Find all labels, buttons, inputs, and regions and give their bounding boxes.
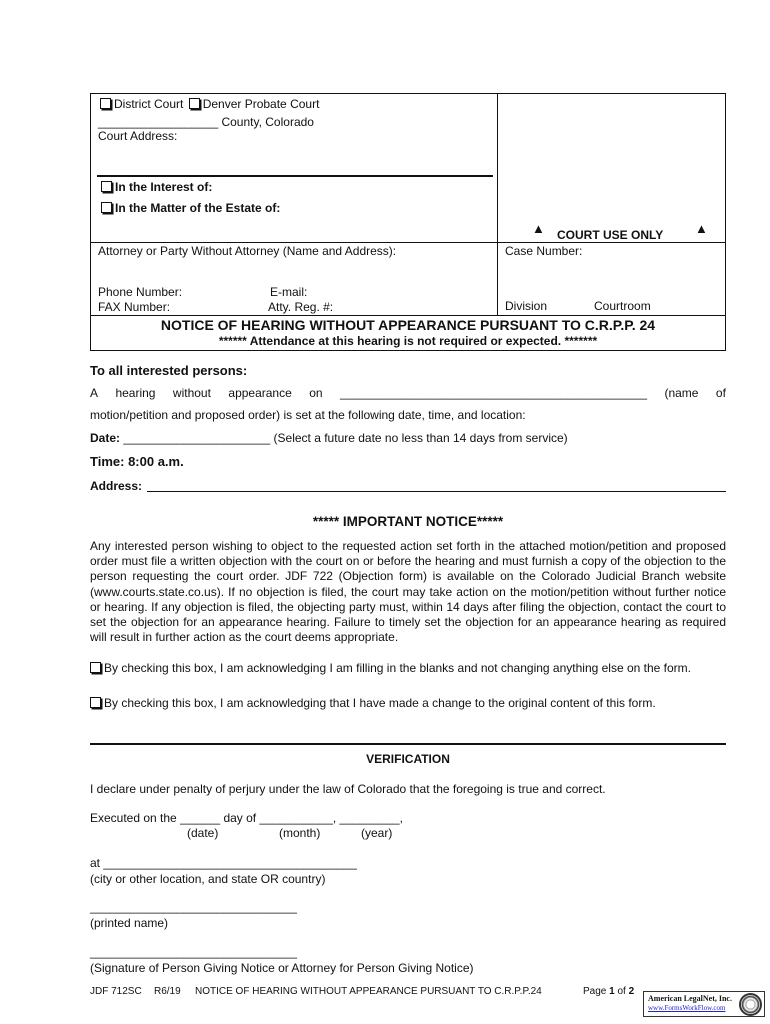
seal-icon [739,993,762,1016]
location-line[interactable]: at ______________________________________ [90,856,357,870]
declaration-text: I declare under penalty of perjury under the law of Colorado that the foregoing is true and correct. [90,782,606,796]
triangle-left-icon: ▲ [532,221,545,236]
page-of: of [617,986,626,997]
court-use-only: COURT USE ONLY [557,228,664,242]
hearing-word: A [90,386,99,400]
form-subtitle: ****** Attendance at this hearing is not required or expected. ******* [218,334,598,348]
caption-rule-mid [90,242,726,243]
caption-rule-title [90,315,726,316]
hearing-word: appearance [228,386,292,400]
phone-label: Phone Number: [98,285,183,299]
address-blank[interactable] [147,491,726,492]
interest-of-label: In the Interest of: [115,180,213,194]
date-row [90,431,568,445]
changed-checkbox[interactable] [90,697,101,708]
printed-name-line[interactable]: _______________________________ [90,900,297,914]
verification-heading: VERIFICATION [366,752,450,766]
fax-label: FAX Number: [98,300,171,314]
page-total: 2 [628,986,635,997]
caption-divider-vertical [497,93,498,315]
logo-url[interactable]: www.FormsWorkFlow.com [648,1004,726,1012]
signature-caption: (Signature of Person Giving Notice or Attorney for Person Giving Notice) [90,961,474,975]
important-notice-heading: ***** IMPORTANT NOTICE***** [312,514,504,529]
hearing-word: on [309,386,323,400]
estate-checkbox[interactable] [101,202,112,213]
ack-changed [90,696,656,710]
probate-court-checkbox[interactable] [189,98,200,109]
time-label: Time: [90,454,125,469]
year-caption: (year) [361,826,393,840]
to-all-heading: To all interested persons: [90,363,248,378]
footer-page-number [583,986,634,997]
triangle-right-icon: ▲ [695,221,708,236]
month-caption: (month) [279,826,321,840]
notice-paragraph: Any interested person wishing to object to the requested action set forth in the attached motion/petition and proposed order must file a written objection with the court on or before the hearing and must furnish a copy of the objection to the person requesting the court order. JDF 722 (Objection form) is available on the Colorado Judicial Branch website (www.courts.state.co.us). If no objection is filed, the court may take action on the motion/petition without further notice or hearing. If any objection is filed, the objecting party must, within 14 days after filing the objection, contact the court to set the objection for an appearance hearing. Failure to timely set the objection for an appearance hearing as required will result in further action as the court deems appropriate. [90,539,726,645]
no-change-checkbox[interactable] [90,662,101,673]
date-caption: (date) [187,826,219,840]
hearing-word: without [172,386,211,400]
atty-reg-label: Atty. Reg. #: [268,300,334,314]
footer-revision: R6/19 [154,986,181,997]
hearing-motion-blank[interactable]: ______________________________________________ [340,386,648,400]
hearing-word: (name [664,386,699,400]
date-blank[interactable]: ______________________ [123,431,271,445]
case-number-label: Case Number: [505,244,583,258]
hearing-word: hearing [115,386,156,400]
time-row [90,454,184,469]
no-change-text: By checking this box, I am acknowledging I am filling in the blanks and not changing anything else on the form. [104,661,692,675]
courtroom-label: Courtroom [594,299,651,313]
division-label: Division [505,299,548,313]
court-type-row [100,97,319,111]
form-title: NOTICE OF HEARING WITHOUT APPEARANCE PURSUANT TO C.R.P.P. 24 [160,317,656,333]
caption-rule-left [97,175,493,177]
date-note: (Select a future date no less than 14 days from service) [273,431,568,445]
american-legalnet-logo[interactable] [643,991,765,1017]
hearing-line-2: motion/petition and proposed order) is set at the following date, time, and location: [90,408,526,422]
ack-no-change [90,660,726,677]
hearing-line [90,386,726,400]
estate-label: In the Matter of the Estate of: [115,201,281,215]
printed-name-caption: (printed name) [90,916,169,930]
location-caption: (city or other location, and state OR country) [90,872,326,886]
interest-of-row [101,180,212,194]
date-label: Date: [90,431,121,445]
probate-court-label: Denver Probate Court [202,97,320,111]
page-prefix: Page [583,986,607,997]
county-line[interactable]: __________________ County, Colorado [98,115,314,129]
hearing-word: of [715,386,726,400]
email-label: E-mail: [270,285,308,299]
attorney-label: Attorney or Party Without Attorney (Name and Address): [98,244,397,258]
footer-form-id: JDF 712SC [90,986,142,997]
executed-line[interactable]: Executed on the ______ day of ___________, _________, [90,811,403,825]
interest-of-checkbox[interactable] [101,181,112,192]
district-court-checkbox[interactable] [100,98,111,109]
changed-text: By checking this box, I am acknowledging that I have made a change to the original content of this form. [104,696,656,710]
footer-form-title: NOTICE OF HEARING WITHOUT APPEARANCE PURSUANT TO C.R.P.P.24 [195,986,542,997]
verification-rule [90,743,726,745]
district-court-label: District Court [114,97,184,111]
court-address-label: Court Address: [98,129,178,143]
address-label: Address: [90,479,143,493]
logo-company-name: American LegalNet, Inc. [648,994,732,1003]
page-current: 1 [609,986,615,997]
signature-line[interactable]: _______________________________ [90,945,297,959]
estate-row [101,201,280,215]
time-value: 8:00 a.m. [128,454,184,469]
